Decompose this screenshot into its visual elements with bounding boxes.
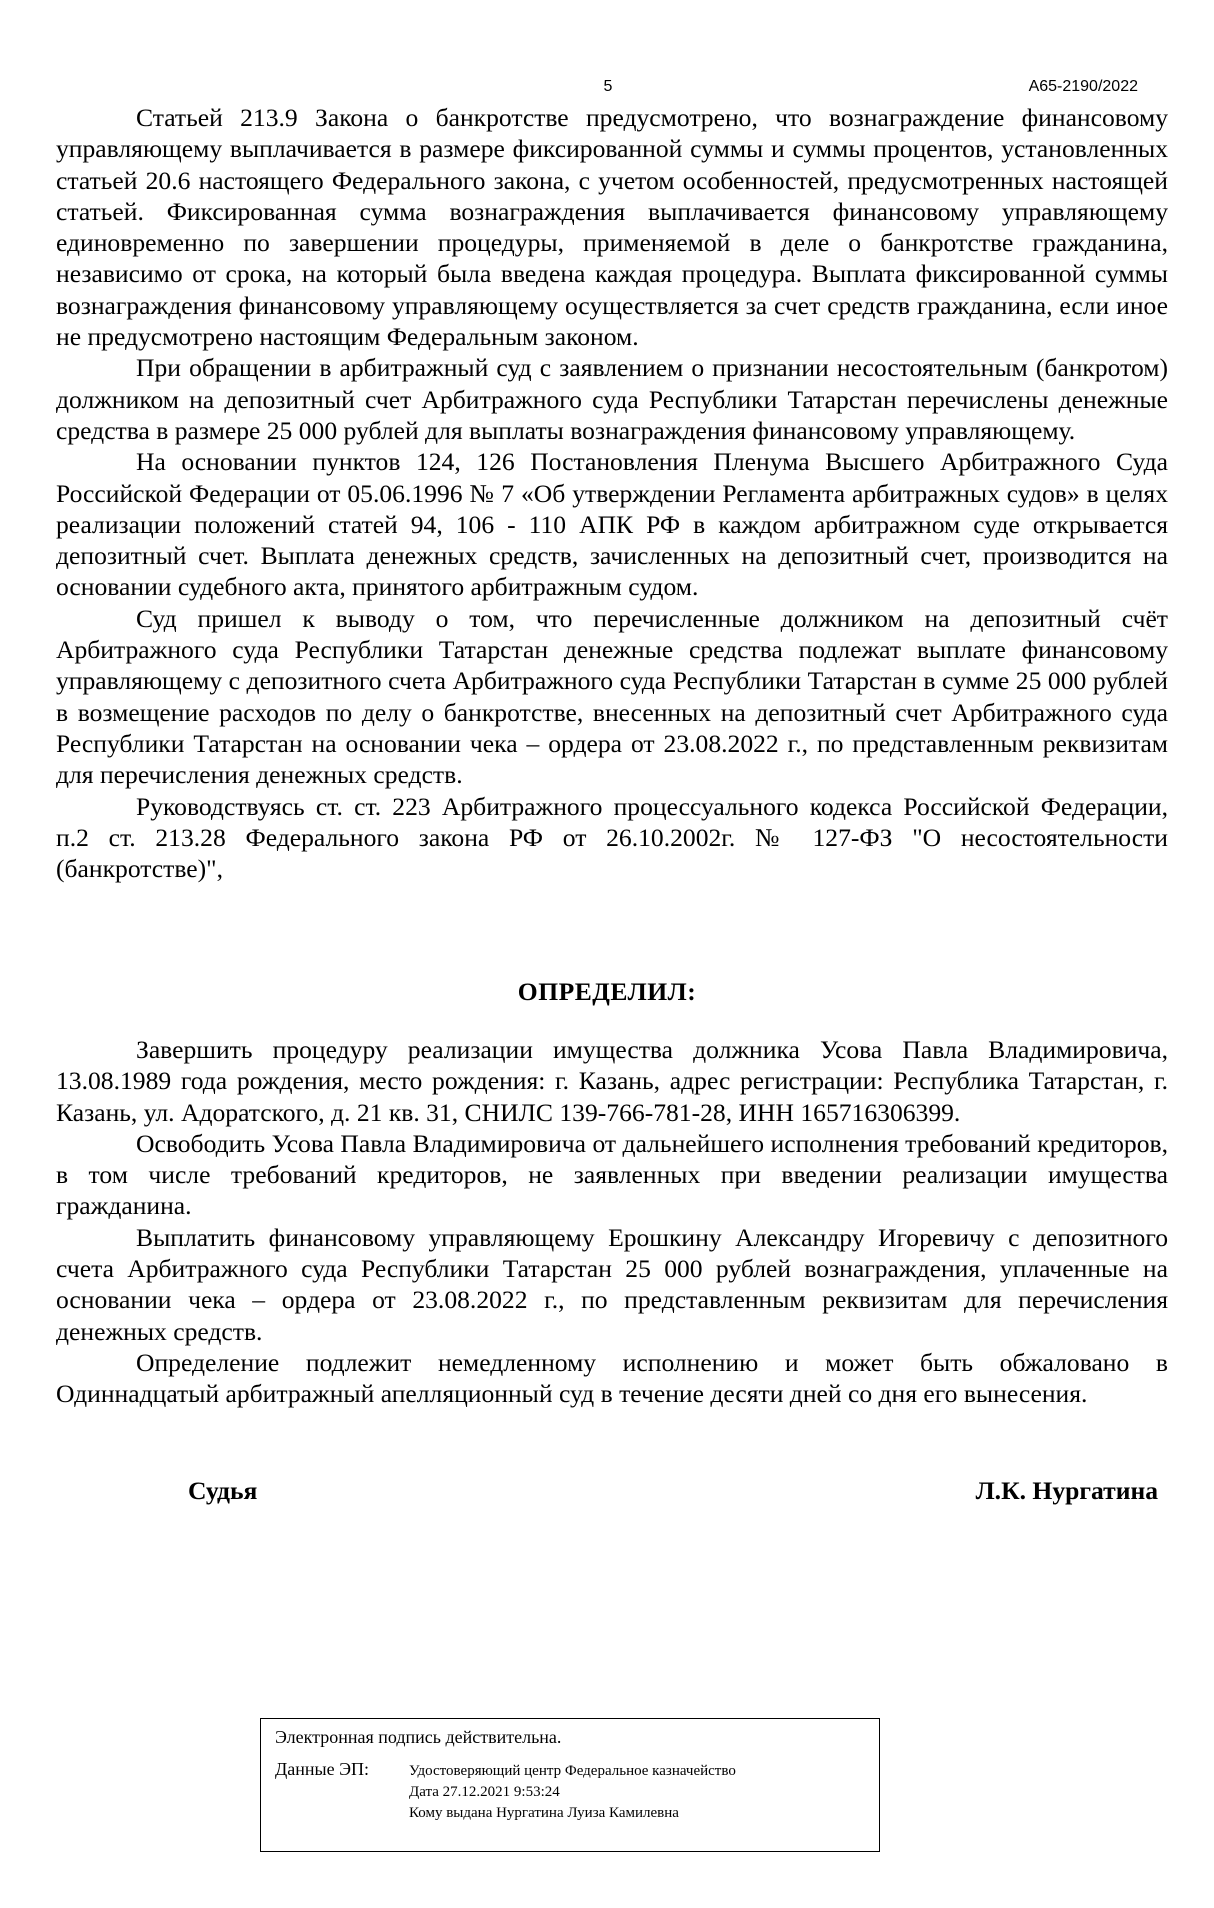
ruling-section (56, 1034, 1168, 1410)
paragraph: Статьей 213.9 Закона о банкротстве предусмотрено, что вознаграждение финансовому управляющему выплачивается в размере фиксированной суммы и суммы процентов, установленных статьей 20.6 настоящего Федерального закона, с учетом особенностей, предусмотренных настоящей статьей. Фиксированная сумма вознаграждения выплачивается финансовому управляющему единовременно по завершении процедуры, применяемой в деле о банкротстве гражданина, независимо от срока, на который была введена каждая процедура. Выплата фиксированной суммы вознаграждения финансовому управляющему осуществляется за счет средств гражданина, если иное не предусмотрено настоящим Федеральным законом. (56, 103, 1168, 352)
paragraph: Освободить Усова Павла Владимировича от дальнейшего исполнения требований кредиторов, в том числе требований кредиторов, не заявленных при введении реализации имущества гражданина. (56, 1128, 1168, 1221)
paragraph: Завершить процедуру реализации имущества должника Усова Павла Владимировича, 13.08.1989 года рождения, место рождения: г. Казань, адрес регистрации: Республика Татарстан, г. Казань, ул. Адоратского, д. 21 кв. 31, СНИЛС 139-766-781-28, ИНН 165716306399. (56, 1035, 1168, 1127)
judge-title: Судья (188, 1476, 258, 1505)
e-signature-date: Дата 27.12.2021 9:53:24 (409, 1784, 560, 1800)
page-number: 5 (603, 78, 613, 95)
paragraph: Выплатить финансовому управляющему Ерошкину Александру Игоревичу с депозитного счета Арбитражного суда Республики Татарстан 25 000 рублей вознаграждения, уплаченные на основании чека – ордера от 23.08.2022 г., по представленным реквизитам для перечисления денежных средств. (56, 1222, 1168, 1346)
case-number: А65-2190/2022 (1028, 78, 1138, 95)
paragraph: Определение подлежит немедленному исполнению и может быть обжаловано в Одиннадцатый арбитражный апелляционный суд в течение десяти дней со дня его вынесения. (56, 1347, 1168, 1409)
e-signature-details (409, 1761, 736, 1824)
judge-name: Л.К. Нургатина (975, 1476, 1158, 1505)
reasoning-section (56, 102, 1168, 884)
paragraph: При обращении в арбитражный суд с заявлением о признании несостоятельным (банкротом) должником на депозитный счет Арбитражного суда Республики Татарстан перечислены денежные средства в размере 25 000 рублей для выплаты вознаграждения финансовому управляющему. (56, 353, 1168, 445)
paragraph: Суд пришел к выводу о том, что перечисленные должником на депозитный счёт Арбитражного суда Республики Татарстан денежные средства подлежат выплате финансовому управляющему с депозитного счета Арбитражного суда Республики Татарстан в сумме 25 000 рублей в возмещение расходов по делу о банкротстве, внесенных на депозитный счет Арбитражного суда Республики Татарстан на основании чека – ордера от 23.08.2022 г., по представленным реквизитам для перечисления денежных средств. (56, 603, 1168, 790)
e-signature-valid-text: Электронная подпись действительна. (275, 1727, 562, 1747)
e-signature-issued-to: Кому выдана Нургатина Луиза Камилевна (409, 1805, 679, 1821)
e-signature-stamp (260, 1718, 880, 1852)
paragraph: На основании пунктов 124, 126 Постановления Пленума Высшего Арбитражного Суда Российской Федерации от 05.06.1996 № 7 «Об утверждении Регламента арбитражных судов» в целях реализации положений статей 94, 106 - 110 АПК РФ в каждом арбитражном суде открывается депозитный счет. Выплата денежных средств, зачисленных на депозитный счет, производится на основании судебного акта, принятого арбитражным судом. (56, 447, 1168, 602)
e-signature-data-label: Данные ЭП: (275, 1759, 369, 1779)
paragraph: Руководствуясь ст. ст. 223 Арбитражного процессуального кодекса Российской Федерации, п.2 ст. 213.28 Федерального закона РФ от 26.10.2002г. № 127-ФЗ "О несостоятельности (банкротстве)", (56, 791, 1168, 884)
e-signature-issuer: Удостоверяющий центр Федеральное казначейство (409, 1763, 736, 1779)
ruling-heading: ОПРЕДЕЛИЛ: (517, 977, 697, 1006)
